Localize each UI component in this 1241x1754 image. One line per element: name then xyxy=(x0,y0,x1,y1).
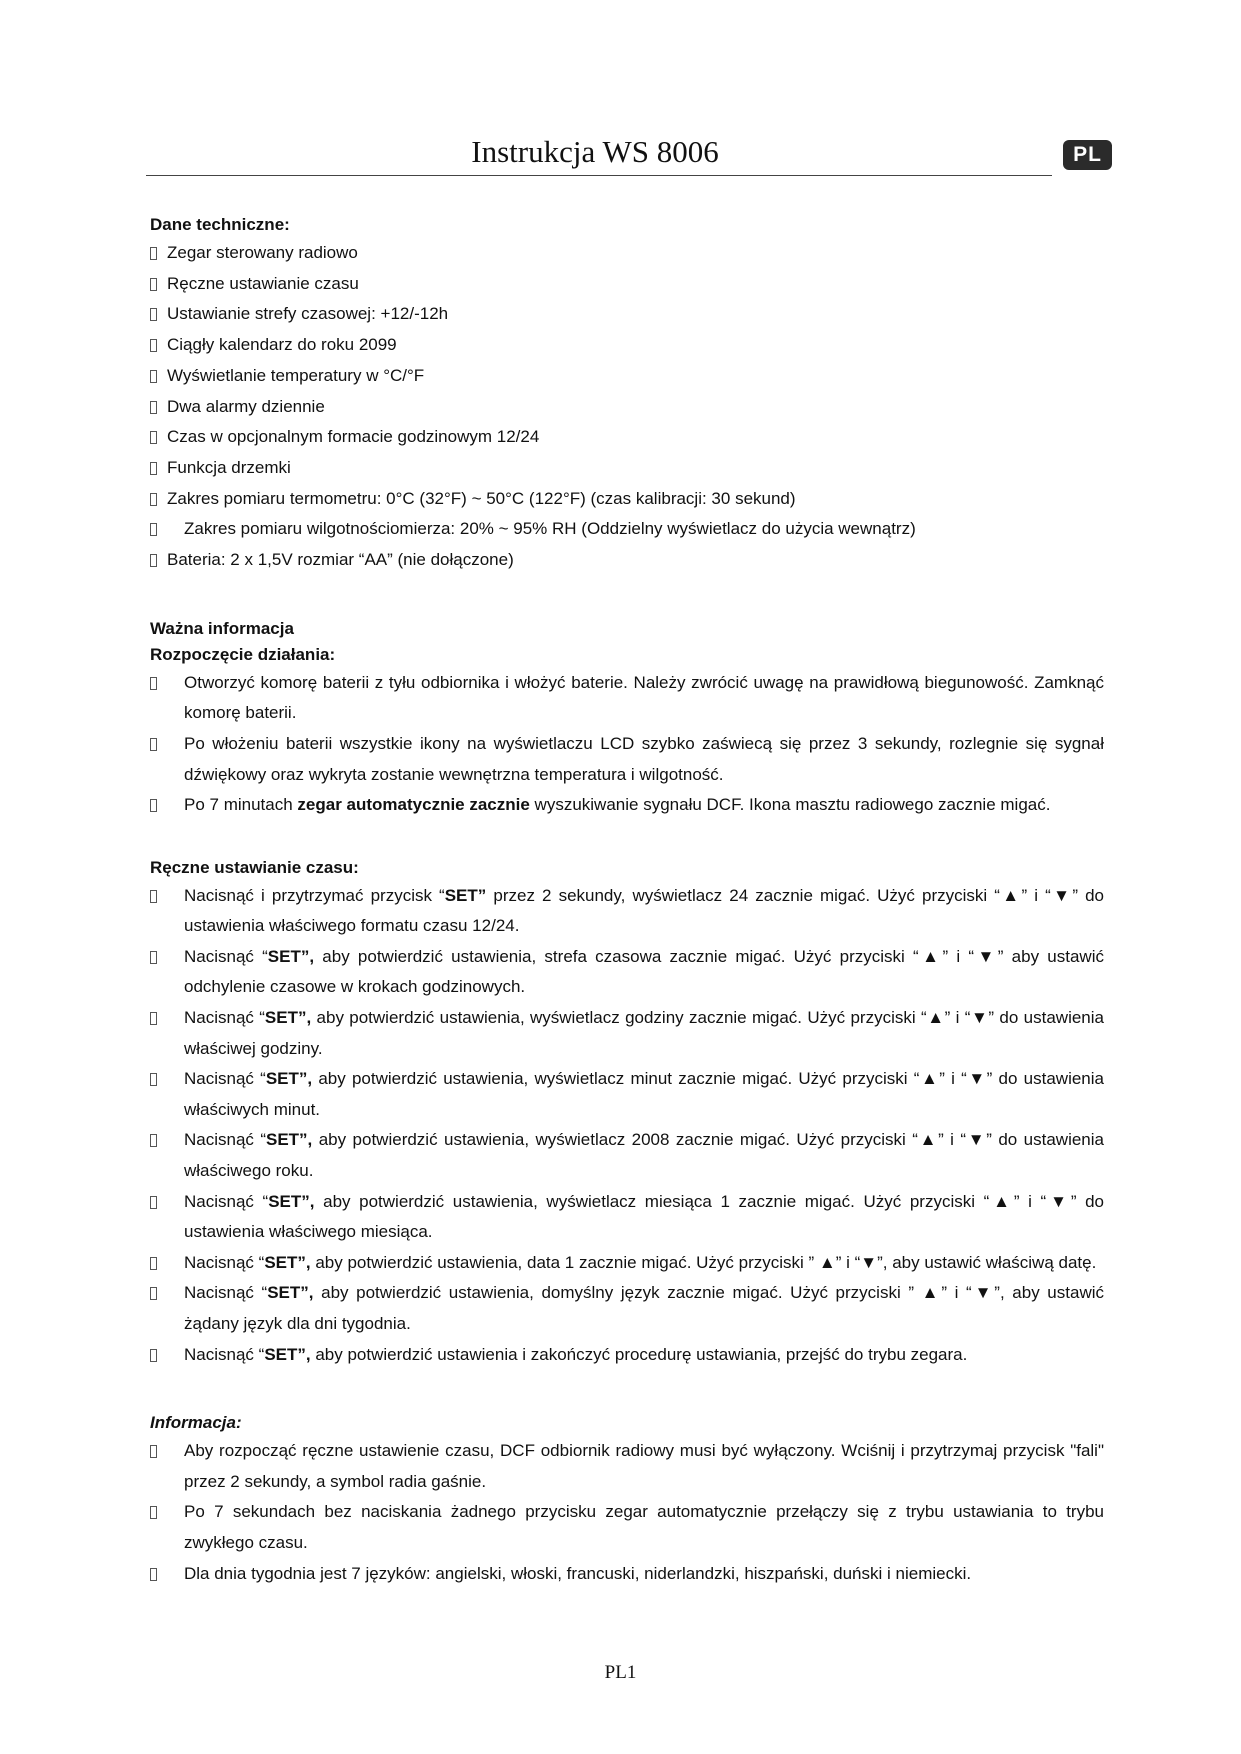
list-item: Po 7 sekundach bez naciskania żadnego przycisku zegar automatycznie przełączy się z trybu ustawiania to trybu zwykłego czasu. xyxy=(150,1497,1104,1558)
bullet-box-icon xyxy=(150,677,157,690)
list-item: Nacisnąć “SET”, aby potwierdzić ustawienia, domyślny język zacznie migać. Użyć przyciski ” ▲” i “▼”, aby ustawić żądany język dla dni tygodnia. xyxy=(150,1278,1104,1339)
bullet-box-icon xyxy=(150,1445,157,1458)
bullet-box-icon xyxy=(150,493,157,506)
tech-specs-list xyxy=(150,238,1104,576)
bullet-box-icon xyxy=(150,308,157,321)
info-heading: Informacja: xyxy=(150,1413,242,1433)
getting-started-list xyxy=(150,668,1104,821)
bullet-box-icon xyxy=(150,247,157,260)
list-item: Ustawianie strefy czasowej: +12/-12h xyxy=(150,299,1104,330)
list-item: Wyświetlanie temperatury w °C/°F xyxy=(150,361,1104,392)
list-item: Nacisnąć “SET”, aby potwierdzić ustawienia i zakończyć procedurę ustawiania, przejść do trybu zegara. xyxy=(150,1340,1104,1371)
list-item: Nacisnąć i przytrzymać przycisk “SET” przez 2 sekundy, wyświetlacz 24 zacznie migać. Użyć przyciski “▲” i “▼” do ustawienia właściwego formatu czasu 12/24. xyxy=(150,881,1104,942)
list-item: Ręczne ustawianie czasu xyxy=(150,269,1104,300)
bullet-box-icon xyxy=(150,1506,157,1519)
list-item: Nacisnąć “SET”, aby potwierdzić ustawienia, strefa czasowa zacznie migać. Użyć przyciski “▲” i “▼” aby ustawić odchylenie czasowe w krokach godzinowych. xyxy=(150,942,1104,1003)
bullet-box-icon xyxy=(150,1196,157,1209)
list-item: Ciągły kalendarz do roku 2099 xyxy=(150,330,1104,361)
bullet-box-icon xyxy=(150,738,157,751)
bullet-box-icon xyxy=(150,890,157,903)
bullet-box-icon xyxy=(150,1257,157,1270)
info-list xyxy=(150,1436,1104,1589)
bullet-box-icon xyxy=(150,554,157,567)
bullet-box-icon xyxy=(150,462,157,475)
important-info-heading: Ważna informacja xyxy=(150,618,294,638)
page-number: PL1 xyxy=(604,1662,637,1683)
bullet-box-icon xyxy=(150,1012,157,1025)
list-item: Dla dnia tygodnia jest 7 języków: angielski, włoski, francuski, niderlandzki, hiszpański, duński i niemiecki. xyxy=(150,1559,1104,1590)
list-item: Nacisnąć “SET”, aby potwierdzić ustawienia, data 1 zacznie migać. Użyć przyciski ” ▲” i “▼”, aby ustawić właściwą datę. xyxy=(150,1248,1104,1279)
manual-time-list xyxy=(150,881,1104,1371)
list-item: Nacisnąć “SET”, aby potwierdzić ustawienia, wyświetlacz miesiąca 1 zacznie migać. Użyć przyciski “▲” i “▼” do ustawienia właściwego miesiąca. xyxy=(150,1187,1104,1248)
bullet-box-icon xyxy=(150,339,157,352)
page-title: Instrukcja WS 8006 xyxy=(471,134,719,169)
bullet-box-icon xyxy=(150,401,157,414)
bullet-box-icon xyxy=(150,799,157,812)
list-item: Po włożeniu baterii wszystkie ikony na wyświetlaczu LCD szybko zaświecą się przez 3 sekundy, rozlegnie się sygnał dźwiękowy oraz wykryta zostanie wewnętrzna temperatura i wilgotność. xyxy=(150,729,1104,790)
list-item: Nacisnąć “SET”, aby potwierdzić ustawienia, wyświetlacz minut zacznie migać. Użyć przyciski “▲” i “▼” do ustawienia właściwych minut. xyxy=(150,1064,1104,1125)
bullet-box-icon xyxy=(150,1287,157,1300)
list-item: Po 7 minutach zegar automatycznie zacznie wyszukiwanie sygnału DCF. Ikona masztu radiowego zacznie migać. xyxy=(150,790,1104,821)
getting-started-heading: Rozpoczęcie działania: xyxy=(150,644,336,664)
list-item: Nacisnąć “SET”, aby potwierdzić ustawienia, wyświetlacz godziny zacznie migać. Użyć przyciski “▲” i “▼” do ustawienia właściwej godziny. xyxy=(150,1003,1104,1064)
list-item: Czas w opcjonalnym formacie godzinowym 12/24 xyxy=(150,422,1104,453)
bullet-box-icon xyxy=(150,1349,157,1362)
list-item: Zakres pomiaru wilgotnościomierza: 20% ~ 95% RH (Oddzielny wyświetlacz do użycia wewnątrz) xyxy=(150,514,1104,545)
list-item: Aby rozpocząć ręczne ustawienie czasu, DCF odbiornik radiowy musi być wyłączony. Wciśnij i przytrzymaj przycisk "fali" przez 2 sekundy, a symbol radia gaśnie. xyxy=(150,1436,1104,1497)
bullet-box-icon xyxy=(150,370,157,383)
list-item: Bateria: 2 x 1,5V rozmiar “AA” (nie dołączone) xyxy=(150,545,1104,576)
list-item: Zakres pomiaru termometru: 0°C (32°F) ~ 50°C (122°F) (czas kalibracji: 30 sekund) xyxy=(150,484,1104,515)
bullet-box-icon xyxy=(150,951,157,964)
document-body xyxy=(150,212,1104,1589)
bullet-box-icon xyxy=(150,1073,157,1086)
language-badge: PL xyxy=(1063,140,1112,170)
list-item: Zegar sterowany radiowo xyxy=(150,238,1104,269)
list-item: Dwa alarmy dziennie xyxy=(150,392,1104,423)
bullet-box-icon xyxy=(150,431,157,444)
list-item: Nacisnąć “SET”, aby potwierdzić ustawienia, wyświetlacz 2008 zacznie migać. Użyć przyciski “▲” i “▼” do ustawienia właściwego roku. xyxy=(150,1125,1104,1186)
bullet-box-icon xyxy=(150,523,157,536)
list-item: Otworzyć komorę baterii z tyłu odbiornika i włożyć baterie. Należy zwrócić uwagę na prawidłową biegunowość. Zamknąć komorę baterii. xyxy=(150,668,1104,729)
list-item: Funkcja drzemki xyxy=(150,453,1104,484)
manual-time-heading: Ręczne ustawianie czasu: xyxy=(150,857,359,877)
bullet-box-icon xyxy=(150,1568,157,1581)
bullet-box-icon xyxy=(150,278,157,291)
title-divider xyxy=(146,175,1052,176)
tech-specs-heading: Dane techniczne: xyxy=(150,215,290,234)
bullet-box-icon xyxy=(150,1134,157,1147)
